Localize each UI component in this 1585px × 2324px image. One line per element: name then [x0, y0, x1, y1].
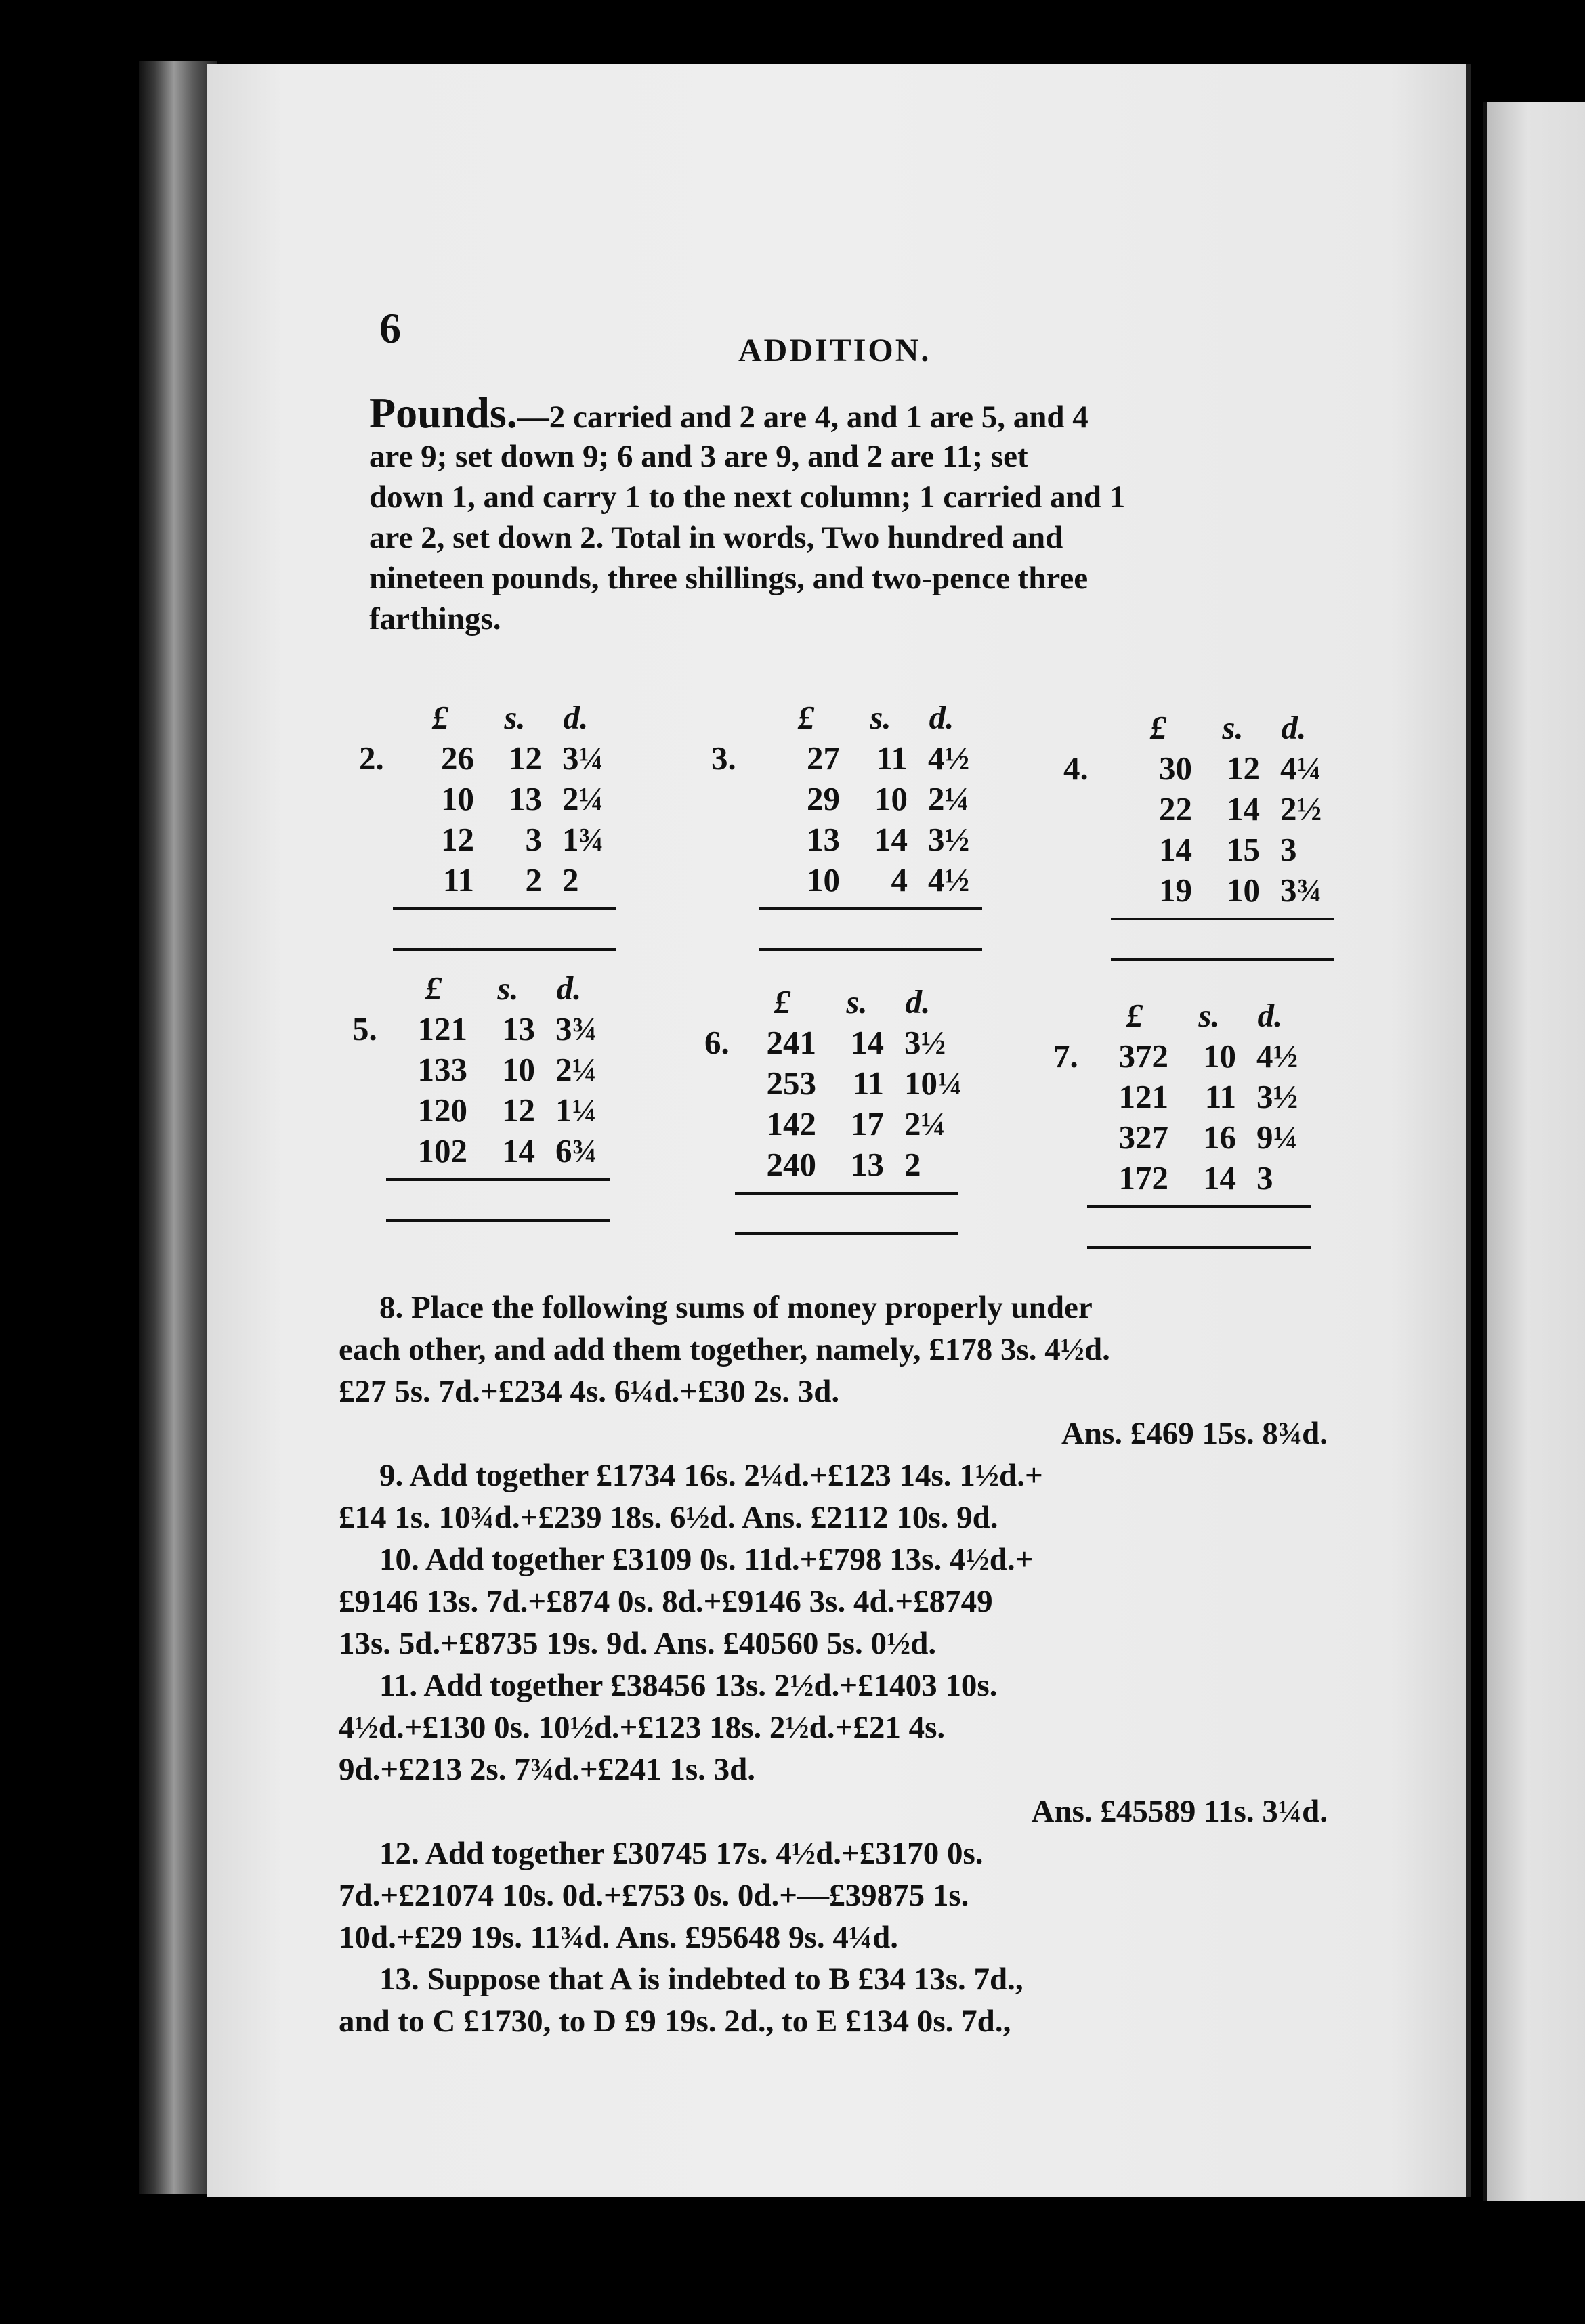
shillings-value: 16 [1203, 1119, 1236, 1156]
column-header-pounds: £ [797, 699, 815, 736]
pounds-value: 121 [417, 1010, 467, 1048]
shillings-value: 17 [851, 1105, 884, 1142]
intro-paragraph [369, 389, 1338, 639]
sum-rule [393, 907, 616, 910]
shillings-value: 10 [1203, 1037, 1236, 1075]
sum-row [352, 1131, 643, 1171]
column-header-pence: d. [563, 699, 589, 736]
pounds-value: 12 [441, 821, 474, 858]
pence-value: 4½ [928, 861, 970, 899]
exercise-first-line: 12. Add together £30745 17s. 4½d.+£3170 0s. [379, 1836, 984, 1871]
pence-value: 9¼ [1256, 1119, 1298, 1156]
pence-value: 6¾ [555, 1132, 597, 1169]
sum-number: 4. [1063, 750, 1089, 787]
column-header-shillings: s. [504, 699, 526, 736]
exercise-first-line: 10. Add together £3109 0s. 11d.+£798 13s. 4½d.+ [379, 1542, 1034, 1577]
shillings-value: 13 [502, 1010, 535, 1048]
sum-row [704, 1144, 996, 1185]
sum-rule [386, 1219, 610, 1222]
pence-value: 2¼ [928, 780, 970, 817]
pounds-value: 240 [766, 1146, 816, 1183]
exercise-block [339, 1287, 1328, 2099]
sum-row [352, 1009, 643, 1050]
sum-table [711, 697, 1002, 982]
pence-value: 4½ [1256, 1037, 1298, 1075]
pounds-value: 22 [1159, 790, 1192, 827]
pence-value: 3 [1280, 831, 1297, 868]
pounds-value: 19 [1159, 872, 1192, 909]
sum-rule [1111, 918, 1334, 920]
pounds-value: 14 [1159, 831, 1192, 868]
pounds-value: 10 [441, 780, 474, 817]
shillings-value: 14 [851, 1024, 884, 1061]
sum-row [359, 819, 650, 860]
pence-value: 3¼ [562, 739, 604, 777]
shillings-value: 14 [874, 821, 908, 858]
exercise-line: 10d.+£29 19s. 11¾d. Ans. £95648 9s. 4¼d. [339, 1920, 898, 1955]
sum-row [1053, 1077, 1345, 1117]
sum-row [352, 1090, 643, 1131]
column-header-shillings: s. [846, 983, 868, 1020]
pounds-value: 253 [766, 1064, 816, 1102]
pence-value: 2 [904, 1146, 921, 1183]
sum-rule [386, 1178, 610, 1181]
shillings-value: 10 [874, 780, 908, 817]
pence-value: 2½ [1280, 790, 1322, 827]
exercise-line: £14 1s. 10¾d.+£239 18s. 6½d. Ans. £2112 10s. 9d. [339, 1500, 998, 1535]
pence-value: 3½ [928, 821, 970, 858]
column-header-pence: d. [1281, 709, 1307, 746]
sum-row [359, 860, 650, 901]
exercise-line: 7d.+£21074 10s. 0d.+£753 0s. 0d.+—£39875 1s. [339, 1878, 969, 1913]
sum-row [711, 779, 1002, 819]
pounds-value: 142 [766, 1105, 816, 1142]
shillings-value: 2 [525, 861, 542, 899]
intro-line: are 2, set down 2. Total in words, Two hundred and [369, 520, 1063, 555]
sum-row [1063, 870, 1355, 911]
pence-value: 10¼ [904, 1064, 963, 1102]
pounds-value: 241 [766, 1024, 816, 1061]
sum-row [711, 819, 1002, 860]
shillings-value: 4 [891, 861, 908, 899]
pounds-value: 327 [1118, 1119, 1168, 1156]
sum-row [711, 860, 1002, 901]
intro-line: down 1, and carry 1 to the next column; 1 carried and 1 [369, 479, 1126, 515]
shillings-value: 13 [851, 1146, 884, 1183]
sum-rule [1087, 1205, 1311, 1208]
sum-number: 2. [359, 739, 384, 777]
page-number: 6 [379, 304, 401, 352]
sum-table [359, 697, 650, 982]
exercise-line: 13s. 5d.+£8735 19s. 9d. Ans. £40560 5s. 0½d. [339, 1626, 937, 1661]
pounds-value: 13 [807, 821, 840, 858]
shillings-value: 12 [502, 1092, 535, 1129]
column-header-pence: d. [556, 970, 582, 1007]
sum-table [352, 968, 643, 1253]
exercise-first-line: 13. Suppose that A is indebted to B £34 13s. 7d., [379, 1962, 1023, 1997]
shillings-value: 14 [1203, 1159, 1236, 1197]
pounds-value: 133 [417, 1051, 467, 1088]
pounds-value: 372 [1118, 1037, 1168, 1075]
sum-table-header [352, 968, 643, 1009]
pence-value: 3¾ [1280, 872, 1322, 909]
pounds-value: 121 [1118, 1078, 1168, 1115]
shillings-value: 13 [509, 780, 542, 817]
intro-lead: Pounds. [369, 389, 517, 437]
sum-row [704, 1023, 996, 1063]
pounds-value: 27 [807, 739, 840, 777]
exercise-answer: Ans. £469 15s. 8¾d. [1061, 1416, 1328, 1451]
column-header-shillings: s. [497, 970, 519, 1007]
sum-row [359, 738, 650, 779]
column-header-pence: d. [905, 983, 931, 1020]
sum-number: 7. [1053, 1037, 1078, 1075]
pounds-value: 26 [441, 739, 474, 777]
shillings-value: 14 [1227, 790, 1260, 827]
exercise-line: £27 5s. 7d.+£234 4s. 6¼d.+£30 2s. 3d. [339, 1374, 840, 1409]
exercise-line: each other, and add them together, namely, £178 3s. 4½d. [339, 1332, 1110, 1367]
sum-row [1053, 1036, 1345, 1077]
exercise-line: 9d.+£213 2s. 7¾d.+£241 1s. 3d. [339, 1752, 756, 1787]
shillings-value: 11 [852, 1064, 884, 1102]
sum-number: 5. [352, 1010, 377, 1048]
column-header-pounds: £ [1149, 709, 1167, 746]
sum-rule [759, 907, 982, 910]
book-spine [139, 61, 217, 2194]
pounds-value: 30 [1159, 750, 1192, 787]
sum-row [704, 1063, 996, 1104]
sum-table [704, 982, 996, 1266]
pence-value: 2¼ [904, 1105, 946, 1142]
pence-value: 3½ [1256, 1078, 1298, 1115]
column-header-pence: d. [1257, 997, 1283, 1034]
shillings-value: 12 [509, 739, 542, 777]
column-header-shillings: s. [1222, 709, 1244, 746]
sum-row [1063, 830, 1355, 870]
sum-row [1053, 1117, 1345, 1158]
sum-table-header [711, 697, 1002, 738]
pounds-value: 10 [807, 861, 840, 899]
sum-row [352, 1050, 643, 1090]
sum-rule [393, 948, 616, 951]
pence-value: 2¼ [555, 1051, 597, 1088]
sum-rule [1111, 958, 1334, 961]
sum-table-header [1063, 708, 1355, 748]
sum-rule [1087, 1246, 1311, 1249]
intro-line: nineteen pounds, three shillings, and two-pence three [369, 561, 1089, 596]
exercise-line: 4½d.+£130 0s. 10½d.+£123 18s. 2½d.+£21 4s. [339, 1710, 946, 1745]
shillings-value: 11 [1204, 1078, 1236, 1115]
shillings-value: 10 [502, 1051, 535, 1088]
column-header-pounds: £ [774, 983, 791, 1020]
sum-table-header [359, 697, 650, 738]
exercise-line: £9146 13s. 7d.+£874 0s. 8d.+£9146 3s. 4d.+£8749 [339, 1584, 993, 1619]
shillings-value: 12 [1227, 750, 1260, 787]
column-header-pounds: £ [1126, 997, 1143, 1034]
shillings-value: 11 [876, 739, 908, 777]
intro-line: farthings. [369, 601, 501, 637]
running-head: ADDITION. [738, 332, 931, 368]
pence-value: 4¼ [1280, 750, 1322, 787]
sum-row [704, 1104, 996, 1144]
sum-number: 3. [711, 739, 736, 777]
column-header-pounds: £ [431, 699, 449, 736]
exercise-first-line: 9. Add together £1734 16s. 2¼d.+£123 14s. 1½d.+ [379, 1458, 1043, 1493]
shillings-value: 14 [502, 1132, 535, 1169]
pounds-value: 29 [807, 780, 840, 817]
intro-line [369, 389, 1338, 437]
pence-value: 1¼ [555, 1092, 597, 1129]
shillings-value: 15 [1227, 831, 1260, 868]
exercise-answer: Ans. £45589 11s. 3¼d. [1031, 1794, 1328, 1829]
pounds-value: 172 [1118, 1159, 1168, 1197]
intro-line-text: —2 carried and 2 are 4, and 1 are 5, and 4 [517, 400, 1089, 435]
sum-rule [735, 1192, 958, 1195]
shillings-value: 10 [1227, 872, 1260, 909]
pounds-value: 102 [417, 1132, 467, 1169]
pence-value: 3½ [904, 1024, 946, 1061]
column-header-shillings: s. [1198, 997, 1220, 1034]
exercise-line: and to C £1730, to D £9 19s. 2d., to E £134 0s. 7d., [339, 2004, 1011, 2039]
column-header-pounds: £ [425, 970, 442, 1007]
shillings-value: 3 [525, 821, 542, 858]
pence-value: 3¾ [555, 1010, 597, 1048]
sum-table-header [1053, 995, 1345, 1036]
sum-table [1053, 995, 1345, 1280]
adjacent-page-edge [1483, 102, 1585, 2201]
sum-number: 6. [704, 1024, 730, 1061]
column-header-pence: d. [929, 699, 954, 736]
pounds-value: 120 [417, 1092, 467, 1129]
pence-value: 4½ [928, 739, 970, 777]
sum-row [1063, 748, 1355, 789]
sum-row [359, 779, 650, 819]
pence-value: 3 [1256, 1159, 1273, 1197]
sum-table [1063, 708, 1355, 992]
exercise-first-line: 8. Place the following sums of money properly under [379, 1290, 1093, 1325]
column-header-shillings: s. [870, 699, 891, 736]
pence-value: 1¾ [562, 821, 604, 858]
sum-row [1053, 1158, 1345, 1199]
sum-rule [759, 948, 982, 951]
exercise-first-line: 11. Add together £38456 13s. 2½d.+£1403 10s. [379, 1668, 998, 1703]
pounds-value: 11 [442, 861, 474, 899]
sum-row [711, 738, 1002, 779]
sum-row [1063, 789, 1355, 830]
pence-value: 2 [562, 861, 579, 899]
intro-line: are 9; set down 9; 6 and 3 are 9, and 2 are 11; set [369, 439, 1028, 474]
pence-value: 2¼ [562, 780, 604, 817]
sum-table-header [704, 982, 996, 1023]
sum-rule [735, 1232, 958, 1235]
